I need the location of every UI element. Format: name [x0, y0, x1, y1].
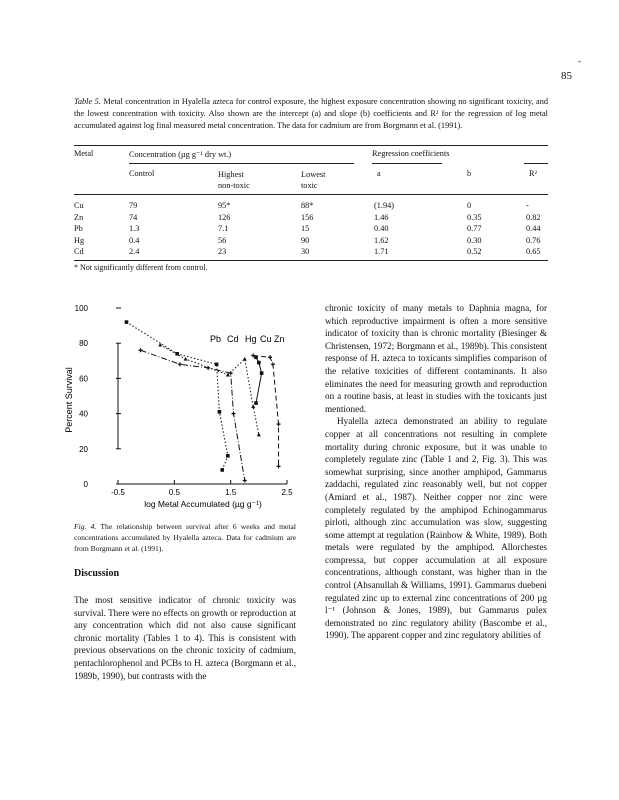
table-cell-r2: 0.76	[526, 235, 541, 245]
discussion-paragraph-right-2: Hyalella azteca demonstrated an ability to regulate copper at all concentrations not resulting in complete mortality during chronic exposure, but it was unable to completely regulate zinc (Table 1 and 2, Fig. 3). This was somewhat surprising, since another amphipod, Gammarus zaddachi, regulated zinc reasonably well, but not copper (Amiard et al., 1987). Neither copper nor zinc were completely regulated by the amphipod Echinogammarus pirloti, although zinc accumulation was slow, suggesting some attempt at regulation (Rainbow & White, 1989). Both metals were regulated by the amphipod. Allorchestes compressa, but copper accumulation at all exposure concentrations, although constant, was higher than in the control (Ahsanullah & Williams, 1991). Gammarus duebeni regulated zinc up to external zinc concentrations of 200 µg l⁻¹ (Johnson & Jones, 1989), but Gammarus pulex demonstrated no zinc regulatory ability (Bascombe et al., 1990). The apparent copper and zinc regulatory abilities of	[325, 416, 547, 641]
table-cell-a: 0.40	[374, 224, 389, 233]
col-group-regression: Regression coefficients	[372, 149, 450, 158]
col-header-r2: R²	[529, 169, 538, 178]
table-caption	[74, 96, 548, 132]
col-header-b: b	[467, 169, 472, 178]
x-tick-label: 1.5	[225, 488, 237, 497]
y-tick-label: 80	[79, 339, 88, 349]
table-cell-metal: Pb	[74, 224, 83, 233]
table-cell-highest: 56	[218, 235, 227, 245]
discussion-paragraph-left: The most sensitive indicator of chronic toxicity was survival. There were no effects on growth or reproduction at any concentration which did not also cause significant chronic mortality (Tables 1 to 4). This is consistent with previous observations on the chronic toxicity of cadmium, pentachlorophenol and PCBs to H. azteca (Borgmann et al., 1989b, 1990), but contrasts with the	[74, 595, 296, 681]
y-tick-label: 0	[83, 480, 88, 489]
x-tick-label: 2.5	[281, 488, 293, 497]
table-cell-control: 2.4	[129, 247, 140, 256]
table-cell-a: 1.62	[374, 235, 389, 245]
figure-caption-text: The relationship between survival after 6 weeks and metal concentrations accumulated by Hyalella azteca. Data for cadmium are from Borgmann et al. (1991).	[74, 522, 296, 553]
chart-legend	[210, 334, 285, 344]
right-column	[325, 302, 547, 642]
table-cell-r2: 0.82	[526, 212, 541, 222]
y-axis-label: Percent Survival	[64, 367, 74, 433]
col-header-control: Control	[129, 169, 155, 178]
page-number: 85	[561, 70, 572, 82]
table-cell-highest: 23	[218, 247, 227, 256]
table-cell-b: 0.52	[467, 247, 482, 256]
data-table	[74, 145, 548, 265]
table-cell-b: 0.30	[467, 235, 482, 245]
col-group-concentration: Concentration (µg g⁻¹ dry wt.)	[129, 150, 232, 159]
table-cell-metal: Hg	[74, 235, 85, 245]
y-tick-label: 20	[79, 444, 88, 454]
series-cd	[141, 350, 245, 480]
figure-caption-label: Fig. 4.	[74, 522, 97, 531]
legend-label-cu: Cu	[260, 334, 272, 344]
legend-label-cd: Cd	[227, 334, 239, 344]
table-cell-r2: 0.44	[526, 224, 541, 233]
col-header-highest-line1: Highest	[218, 170, 244, 179]
x-axis-label: log Metal Accumulated (µg g⁻¹)	[144, 499, 262, 509]
table-cell-control: 1.3	[129, 224, 140, 233]
table-cell-control: 0.4	[129, 235, 140, 245]
series-pb	[126, 322, 227, 470]
table-cell-lowest: 88*	[301, 201, 314, 210]
col-header-highest-line2: non-toxic	[218, 181, 250, 190]
legend-label-hg: Hg	[245, 334, 257, 344]
col-header-metal: Metal	[74, 149, 94, 158]
table-caption-text: Metal concentration in Hyalella azteca for control exposure, the highest exposure concentration showing no significant toxicity, and the lowest concentration with toxicity. Also shown are the intercept (a) and slope (b) coefficients and R² for the regression of log metal accumulated against log final measured metal concentration. The data for cadmium are from Borgmann et al. (1991).	[74, 97, 548, 130]
table-cell-lowest: 156	[301, 212, 314, 222]
table-cell-a: 1.71	[374, 247, 389, 256]
table-cell-lowest: 30	[301, 247, 310, 256]
chart-series	[125, 320, 281, 482]
figure-caption	[74, 521, 296, 554]
col-header-highest	[218, 169, 250, 191]
y-tick-label: 40	[79, 409, 88, 419]
col-header-lowest-line1: Lowest	[301, 170, 326, 179]
table-footnote: * Not significantly different from control.	[74, 263, 208, 272]
table-cell-a: (1.94)	[374, 201, 395, 210]
col-header-a: a	[377, 169, 381, 178]
table-cell-metal: Cu	[74, 201, 84, 210]
table-cell-lowest: 90	[301, 235, 310, 245]
y-tick-label: 100	[74, 304, 88, 313]
discussion-heading: Discussion	[74, 568, 120, 579]
series-zn	[253, 356, 278, 467]
col-header-lowest-line2: toxic	[301, 181, 318, 190]
table-cell-lowest: 15	[301, 224, 310, 233]
chart-axes	[75, 304, 293, 497]
table-cell-highest: 7.1	[218, 224, 229, 233]
survival-chart	[60, 295, 310, 515]
legend-label-pb: Pb	[210, 334, 222, 344]
table-cell-metal: Cd	[74, 247, 84, 256]
legend-label-zn: Zn	[274, 334, 285, 344]
table-cell-highest: 126	[218, 212, 231, 222]
col-header-lowest	[301, 169, 325, 191]
table-cell-r2: 0.65	[526, 247, 541, 256]
table-cell-b: 0.35	[467, 212, 482, 222]
table-cell-control: 79	[129, 201, 138, 210]
table-cell-a: 1.46	[374, 212, 389, 222]
table-cell-b: 0.77	[467, 224, 482, 233]
y-tick-label: 60	[79, 374, 88, 384]
x-tick-label: -0.5	[111, 488, 125, 497]
stray-mark: -	[578, 56, 581, 66]
table-cell-control: 74	[129, 212, 138, 222]
table-cell-r2: -	[526, 201, 529, 210]
table-cell-highest: 95*	[218, 201, 231, 210]
table-caption-label: Table 5.	[74, 97, 101, 106]
x-tick-label: 0.5	[168, 488, 180, 497]
table-cell-b: 0	[467, 201, 472, 210]
table-cell-metal: Zn	[74, 212, 84, 222]
discussion-paragraph-right-1: chronic toxicity of many metals to Daphnia magna, for which reproductive impairment is often a more sensitive indicator of toxicity than is chronic mortality (Biesinger & Christensen, 1972; Borgmann et al., 1989b). This consistent response of H. azteca to toxicants simplifies comparison of the relative toxicities of different contaminants. It also eliminates the need for measuring growth and reproduction on a routine basis, at least in studies with the toxicants just mentioned.	[325, 303, 547, 414]
